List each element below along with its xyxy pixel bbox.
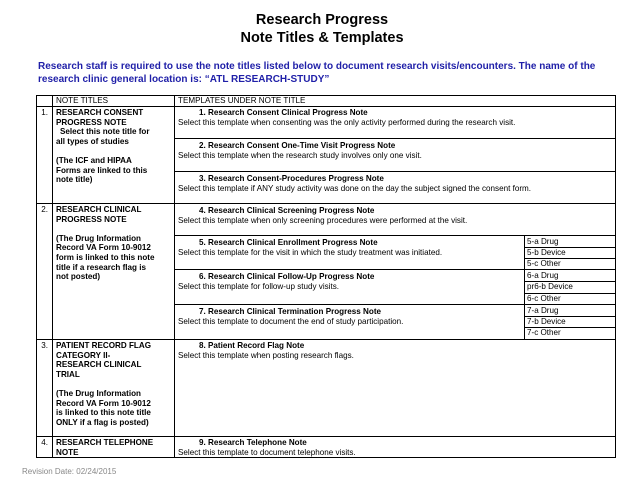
template-cell [178,341,354,360]
template-description: Select this template when consenting was the only activity performed during the research visit. [178,117,516,127]
row-number: 3. [41,341,48,350]
template-heading: 1. Research Consent Clinical Progress Note [199,108,368,117]
note-title-line: note title) [56,175,93,185]
template-cell [178,438,356,457]
note-title-cell [56,108,150,185]
note-title-line: RESEARCH TELEPHONE [56,438,154,447]
sub-column-divider [524,235,525,339]
template-description: Select this template if ANY study activity was done on the day the subject signed the consent form. [178,183,532,193]
note-title-cell [56,205,154,282]
row-divider [36,436,616,437]
template-divider [174,171,616,172]
template-cell [178,307,404,326]
note-title-line: RESEARCH CLINICAL [56,205,142,214]
note-title-cell [56,341,151,427]
template-description: Select this template when only screening procedures were performed at the visit. [178,215,468,225]
note-title-line: form is linked to this note [56,252,155,262]
note-title-line: ONLY if a flag is posted) [56,417,149,427]
template-cell [178,206,468,225]
note-title-line: (The ICF and HIPAA [56,155,132,165]
template-cell [178,108,516,127]
note-title-line: TRIAL [56,369,80,379]
template-cell [178,238,443,257]
row-number: 4. [41,438,48,447]
note-title-line: PROGRESS NOTE [56,117,127,127]
template-description: Select this template for the visit in which the study treatment was initiated. [178,247,443,257]
sub-template-label: 6-c Other [527,294,561,303]
note-title-line: title if a research flag is [56,262,146,272]
note-title-line: Record VA Form 10-9012 [56,243,151,253]
template-description: Select this template to document the end of study participation. [178,316,404,326]
template-cell [178,141,422,160]
note-title-line: NOTE [56,447,79,457]
template-heading: 2. Research Consent One-Time Visit Progress Note [199,141,396,150]
sub-template-label: 5-a Drug [527,237,559,246]
table-border-top [36,95,616,96]
template-description: Select this template when posting research flags. [178,350,354,360]
template-heading: 6. Research Clinical Follow-Up Progress Note [199,272,375,281]
note-title-line: not posted) [56,272,101,282]
template-description: Select this template to document telephone visits. [178,447,356,457]
sub-template-label: 6-a Drug [527,271,559,280]
template-description: Select this template when the research study involves only one visit. [178,150,422,160]
template-heading: 5. Research Clinical Enrollment Progress Note [199,238,378,247]
template-heading: 4. Research Clinical Screening Progress Note [199,206,375,215]
note-title-line: RESEARCH CONSENT [56,108,144,117]
note-title-line: is linked to this note title [56,408,151,418]
note-title-line: (The Drug Information [56,388,141,398]
note-title-line: Forms are linked to this [56,165,148,175]
header-note-titles: NOTE TITLES [56,96,109,105]
template-divider [174,235,616,236]
sub-template-label: 7-c Other [527,328,561,337]
note-title-line: PATIENT RECORD FLAG [56,341,152,350]
page-title: Research Progress [255,12,389,28]
note-title-line [56,379,151,389]
intro-text: Research staff is required to use the note titles listed below to document research visits/encounters. The name of the research clinic general location is: “ATL RESEARCH-STUDY” [38,61,596,85]
note-title-line: Record VA Form 10-9012 [56,398,151,408]
title-column-divider [174,95,175,458]
template-heading: 9. Research Telephone Note [199,438,307,447]
template-heading: 8. Patient Record Flag Note [199,341,305,350]
templates-table [36,95,616,458]
template-divider [174,138,616,139]
note-title-line [56,146,150,156]
template-heading: 3. Research Consent-Procedures Progress Note [199,174,384,183]
note-title-line [56,224,154,234]
num-column-divider [52,95,53,458]
note-title-line: RESEARCH CLINICAL [56,360,142,370]
sub-template-label: 7-a Drug [527,306,559,315]
row-number: 1. [41,108,48,117]
row-divider [36,203,616,204]
template-cell [178,174,532,193]
template-divider [174,269,616,270]
sub-template-label: 5-b Device [527,248,566,257]
note-title-line: PROGRESS NOTE [56,214,127,224]
row-divider [36,339,616,340]
header-divider [36,106,616,107]
template-divider [174,304,616,305]
note-title-cell [56,438,153,457]
template-description: Select this template for follow-up study visits. [178,281,340,291]
header-templates: TEMPLATES UNDER NOTE TITLE [178,96,306,105]
note-title-line: (The Drug Information [56,233,141,243]
row-number: 2. [41,205,48,214]
note-title-line: all types of studies [56,136,129,146]
sub-template-label: 7-b Device [527,317,566,326]
template-heading: 7. Research Clinical Termination Progress Note [199,307,382,316]
sub-template-label: pr6-b Device [527,282,573,291]
table-border-right [615,95,616,458]
note-title-line: Select this note title for [60,127,150,137]
template-cell [178,272,375,291]
revision-date: Revision Date: 02/24/2015 [22,467,117,476]
sub-template-label: 5-c Other [527,259,561,268]
note-title-line: CATEGORY II- [56,350,111,360]
table-border-left [36,95,37,458]
page-subtitle: Note Titles & Templates [240,30,404,46]
